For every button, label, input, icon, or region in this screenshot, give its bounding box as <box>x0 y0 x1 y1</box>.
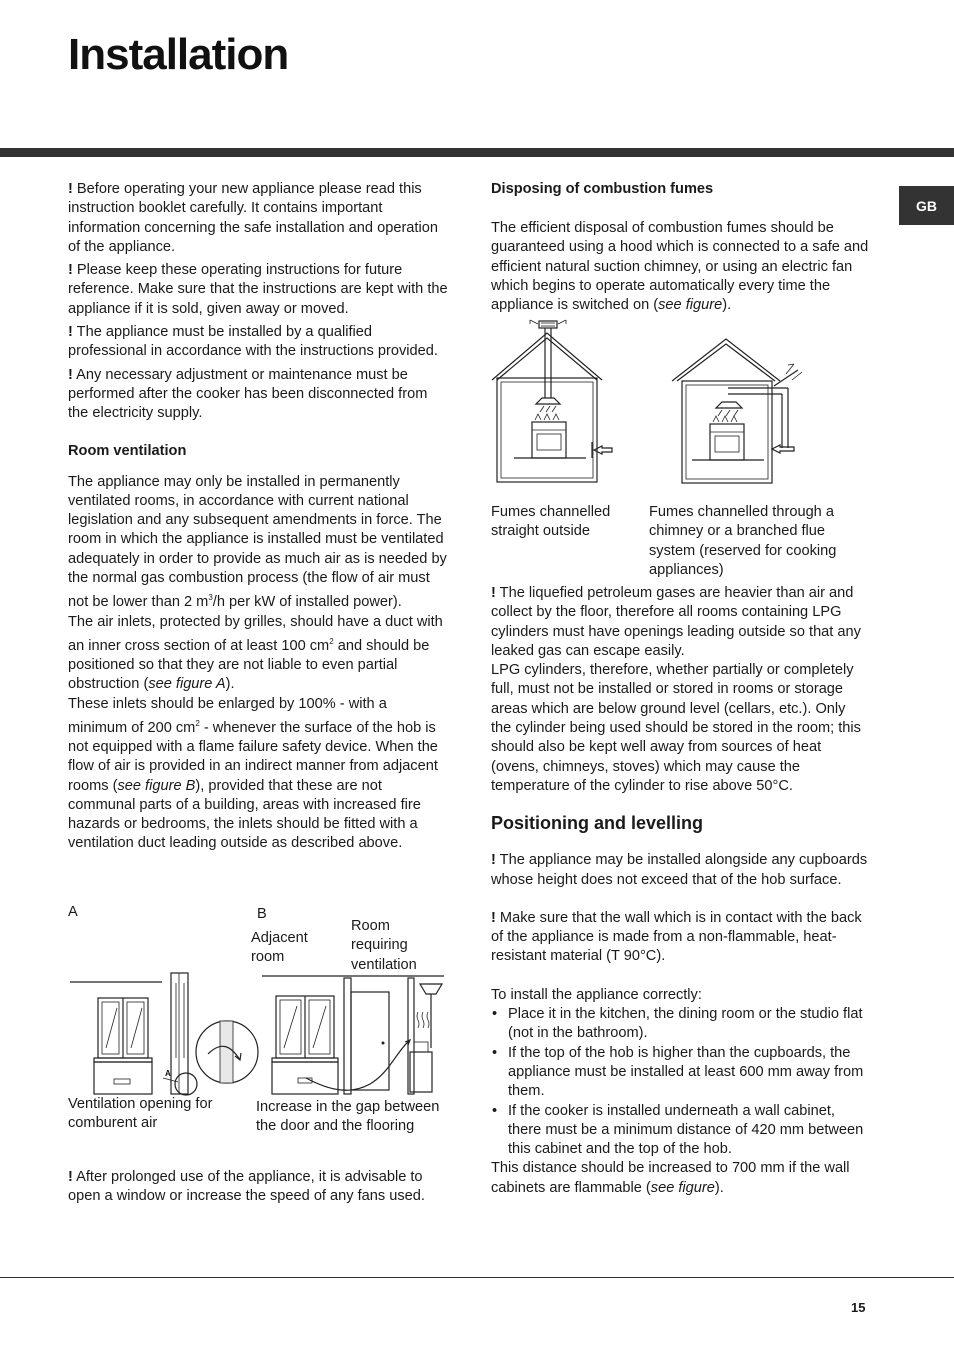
figure-a-drawing <box>68 968 263 1098</box>
figure-b-label: B <box>257 906 267 922</box>
figure-b-drawing <box>262 968 447 1098</box>
positioning-heading: Positioning and levelling <box>491 813 704 834</box>
room-ventilation-p3: These inlets should be enlarged by 100% - with a minimum of 200 $cm^2$ - whenever the surface of the hob is not equipped with a flame failure safety device. When the flow of air is provided in an indirect manner from adjacent rooms (see figure B), provided that these are not communal parts of a building, areas with increased fire hazards or bedrooms, the inlets should be fitted with a ventilation duct leading outside as described above. <box>68 695 438 852</box>
list-item: • If the top of the hob is higher than the cupboards, the appliance must be installed at least 600 mm away from them. <box>491 1044 869 1102</box>
right-column-top <box>491 180 869 315</box>
intro-para-3: ! The appliance must be installed by a qualified professional in accordance with the instructions provided. <box>68 324 438 360</box>
intro-para-4: ! Any necessary adjustment or maintenance must be performed after the cooker has been disconnected from the electricity supply. <box>68 366 428 422</box>
footer-rule <box>0 1277 954 1278</box>
lpg-para-1: ! The liquefied petroleum gases are heavier than air and collect by the floor, therefore all rooms containing LPG cylinders must have openings leading outside so that any leaked gas can escape easily. <box>491 585 861 659</box>
intro-para-1: ! Before operating your new appliance please read this instruction booklet carefully. It contains important information concerning the safe installation and operation of the appliance. <box>68 181 438 255</box>
language-tab: GB <box>899 186 954 225</box>
page-title: Installation <box>68 30 289 79</box>
positioning-lead: To install the appliance correctly: <box>491 986 702 1003</box>
intro-para-2: ! Please keep these operating instructions for future reference. Make sure that the instructions are kept with the appliance if it is sold, given away or moved. <box>68 262 448 317</box>
lpg-section <box>491 584 869 1198</box>
figure-a-caption: Ventilation opening for comburent air <box>68 1096 213 1132</box>
figure-a-small-label: A <box>165 1069 171 1078</box>
room-ventilation-heading: Room ventilation <box>68 442 187 459</box>
fumes-chimney-drawing <box>670 336 805 488</box>
page-number: 15 <box>851 1300 866 1315</box>
positioning-warning-1: ! The appliance may be installed alongside any cupboards whose height does not exceed that of the hob surface. <box>491 852 868 888</box>
fumes-para: The efficient disposal of combustion fumes should be guaranteed using a hood which is connected to a safe and efficient natural suction chimney, or using an electric fan which begins to operate automatically every time the appliance is switched on (see figure). <box>491 220 869 314</box>
positioning-tail: This distance should be increased to 700 mm if the wall cabinets are flammable (see figure). <box>491 1160 850 1196</box>
room-requiring-label: Room requiring ventilation <box>351 918 417 973</box>
fumes-heading: Disposing of combustion fumes <box>491 181 714 197</box>
figure-a-label: A <box>68 904 78 920</box>
list-item: • If the cooker is installed underneath a wall cabinet, there must be a minimum distance of 420 mm between this cabinet and the top of the hob. <box>491 1102 869 1160</box>
fumes-straight-drawing <box>490 318 615 488</box>
positioning-list <box>491 1005 869 1159</box>
header-rule <box>0 148 954 157</box>
positioning-warning-2: ! Make sure that the wall which is in contact with the back of the appliance is made from a non-flammable, heat-resistant material (T 90°C). <box>491 909 862 965</box>
room-ventilation-p1: The appliance may only be installed in permanently ventilated rooms, in accordance with current national legislation and any subsequent amendments in force. The room in which the appliance is installed must be ventilated adequately in order to provide as much air as is needed by the normal gas combustion process (the flow of air must not be lower than 2 $m^3/h$ per kW of installed power). <box>68 473 447 611</box>
left-column <box>68 180 448 854</box>
fumes-caption-1: Fumes channelled straight outside <box>491 504 611 540</box>
after-use-para: ! After prolonged use of the appliance, it is advisable to open a window or increase the speed of any fans used. <box>68 1169 425 1205</box>
list-item: • Place it in the kitchen, the dining room or the studio flat (not in the bathroom). <box>491 1005 869 1044</box>
adjacent-room-label: Adjacent room <box>251 930 308 966</box>
figure-b-caption: Increase in the gap between the door and the flooring <box>256 1099 440 1135</box>
room-ventilation-p2: The air inlets, protected by grilles, should have a duct with an inner cross section of at least 100 $cm^2$ and should be positioned so that they are not liable to even partial obstruction (see figure A). <box>68 613 443 693</box>
lpg-para-2: LPG cylinders, therefore, whether partially or completely full, must not be installed or stored in rooms or storage areas which are below ground level (cellars, etc.). Only the cylinder being used should be stored in the room; this should also be kept well away from sources of heat (ovens, chimneys, stoves) which may cause the temperature of the cylinder to rise above 50°C. <box>491 662 861 794</box>
fumes-caption-2: Fumes channelled through a chimney or a branched flue system (reserved for cooking appliances) <box>649 504 837 578</box>
